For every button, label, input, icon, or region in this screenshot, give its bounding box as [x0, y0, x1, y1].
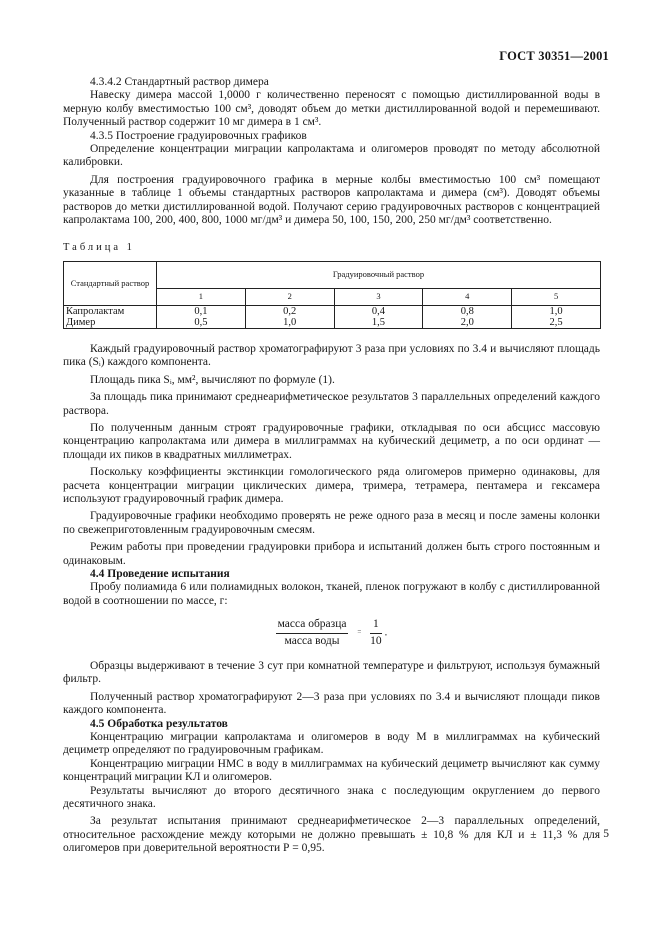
table-group-header: Градуировочный раствор: [157, 261, 601, 288]
section-44-title: 4.4 Проведение испытания: [90, 567, 230, 580]
table-cell: 0,1: [157, 305, 246, 317]
table-cell: 1,5: [334, 317, 423, 329]
page-number: 5: [603, 828, 609, 840]
standard-header: ГОСТ 30351—2001: [499, 49, 609, 63]
formula-numerator: масса образца: [276, 618, 349, 633]
formula-right-numerator: 1: [370, 618, 382, 633]
after-table-p3: За площадь пика принимают среднеарифметическое результатов 3 параллельных определений каждого раствора.: [63, 391, 600, 417]
page-content: [63, 76, 600, 856]
table-row-label: Димер: [64, 317, 157, 329]
mass-ratio-formula: [63, 618, 600, 648]
section-435-title: 4.3.5 Построение градуировочных графиков: [90, 129, 307, 142]
section-435-p1: Определение концентрации миграции капролактама и олигомеров проводят по методу абсолютной калибровки.: [63, 143, 600, 169]
table-row-label: Капролактам: [64, 305, 157, 317]
formula-right-denominator: 10: [370, 634, 382, 647]
table-row: [64, 317, 601, 329]
section-4342-title: 4.3.4.2 Стандартный раствор димера: [90, 76, 269, 88]
formula-left-fraction: [276, 618, 349, 648]
after-table-p4: По полученным данным строят градуировочные графики, откладывая по оси абсцисс массовую концентрацию капролактама или димера в миллиграммах на кубический дециметр, а по оси ординат — площади их пиков в квадратных миллиметрах.: [63, 421, 600, 461]
table-cell: 2,0: [423, 317, 512, 329]
section-44-p3: Полученный раствор хроматографируют 2—3 раза при условиях по 3.4 и вычисляют площади пиков каждого компонента.: [63, 690, 600, 717]
table-cell: 0,8: [423, 305, 512, 317]
table-col-number: 5: [512, 288, 601, 305]
table-cell: 2,5: [512, 317, 601, 329]
section-45-p1: Концентрацию миграции капролактама и олигомеров в воду М в миллиграммах на кубический дециметр определяют по градуировочным графикам.: [63, 731, 600, 757]
section-44-p1: Пробу полиамида 6 или полиамидных волокон, тканей, пленок погружают в колбу с дистиллированной водой в соотношении по массе, г:: [63, 581, 600, 607]
table-cell: 0,4: [334, 305, 423, 317]
table-row: [64, 305, 601, 317]
section-45-p3: Результаты вычисляют до второго десятичного знака с последующим округлением до первого десятичного знака.: [63, 784, 600, 811]
table-col-number: 3: [334, 288, 423, 305]
table-col-header: Стандартный раствор: [64, 261, 157, 305]
after-table-p2: Площадь пика Sᵢ, мм², вычисляют по формуле (1).: [90, 373, 335, 386]
formula-denominator: масса воды: [284, 634, 340, 647]
section-4342-text: Навеску димера массой 1,0000 г количественно переносят с помощью дистиллированной воды в мерную колбу вместимостью 100 см³, доводят объем до метки дистиллированной водой и перемешивают. Полученный раствор содержит 10 мг димера в 1 см³.: [63, 89, 600, 129]
table-col-number: 2: [245, 288, 334, 305]
section-45-title: 4.5 Обработка результатов: [90, 717, 228, 730]
section-44-p2: Образцы выдерживают в течение 3 сут при комнатной температуре и фильтруют, используя бумажный фильтр.: [63, 660, 600, 686]
section-45-p4: За результат испытания принимают среднеарифметическое 2—3 параллельных определений, относительное расхождение между которыми не должно превышать ± 10,8 % для КЛ и ± 11,3 % для олигомеров при доверительной вероятности Р = 0,95.: [63, 815, 600, 855]
after-table-p6: Градуировочные графики необходимо проверять не реже одного раза в месяц и после замены колонки по свежеприготовленным градуировочным смесям.: [63, 510, 600, 536]
table-caption: Таблица 1: [63, 242, 135, 254]
table-cell: 1,0: [512, 305, 601, 317]
calibration-table: [63, 261, 601, 329]
formula-right-fraction: [370, 618, 382, 648]
formula-equals: =: [357, 628, 362, 637]
section-435-p2: Для построения градуировочного графика в мерные колбы вместимостью 100 см³ помещают указанные в таблице 1 объемы стандартных растворов капролактама и димера (см³). Доводят объемы растворов до метки дистиллированной водой. Получают серию градуировочных растворов с концентрацией капролактама 100, 200, 400, 800, 1000 мг/дм³ и димера 50, 100, 150, 200, 250 мг/дм³ соответственно.: [63, 173, 600, 227]
table-cell: 0,5: [157, 317, 246, 329]
after-table-p7: Режим работы при проведении градуировки прибора и испытаний должен быть строго постоянным и одинаковым.: [63, 541, 600, 567]
section-45-p2: Концентрацию миграции НМС в воду в миллиграммах на кубический дециметр вычисляют как сумму концентраций миграции КЛ и олигомеров.: [63, 757, 600, 784]
after-table-p1: Каждый градуировочный раствор хроматографируют 3 раза при условиях по 3.4 и вычисляют площадь пика (Sᵢ) каждого компонента.: [63, 342, 600, 369]
table-col-number: 4: [423, 288, 512, 305]
table-cell: 0,2: [245, 305, 334, 317]
after-table-p5: Поскольку коэффициенты экстинкции гомологического ряда олигомеров примерно одинаковы, для расчета концентрации миграции циклических димера, тримера, тетрамера, пентамера и гексамера используют градуировочный график димера.: [63, 466, 600, 505]
table-col-number: 1: [157, 288, 246, 305]
table-cell: 1,0: [245, 317, 334, 329]
formula-end: .: [384, 626, 388, 639]
